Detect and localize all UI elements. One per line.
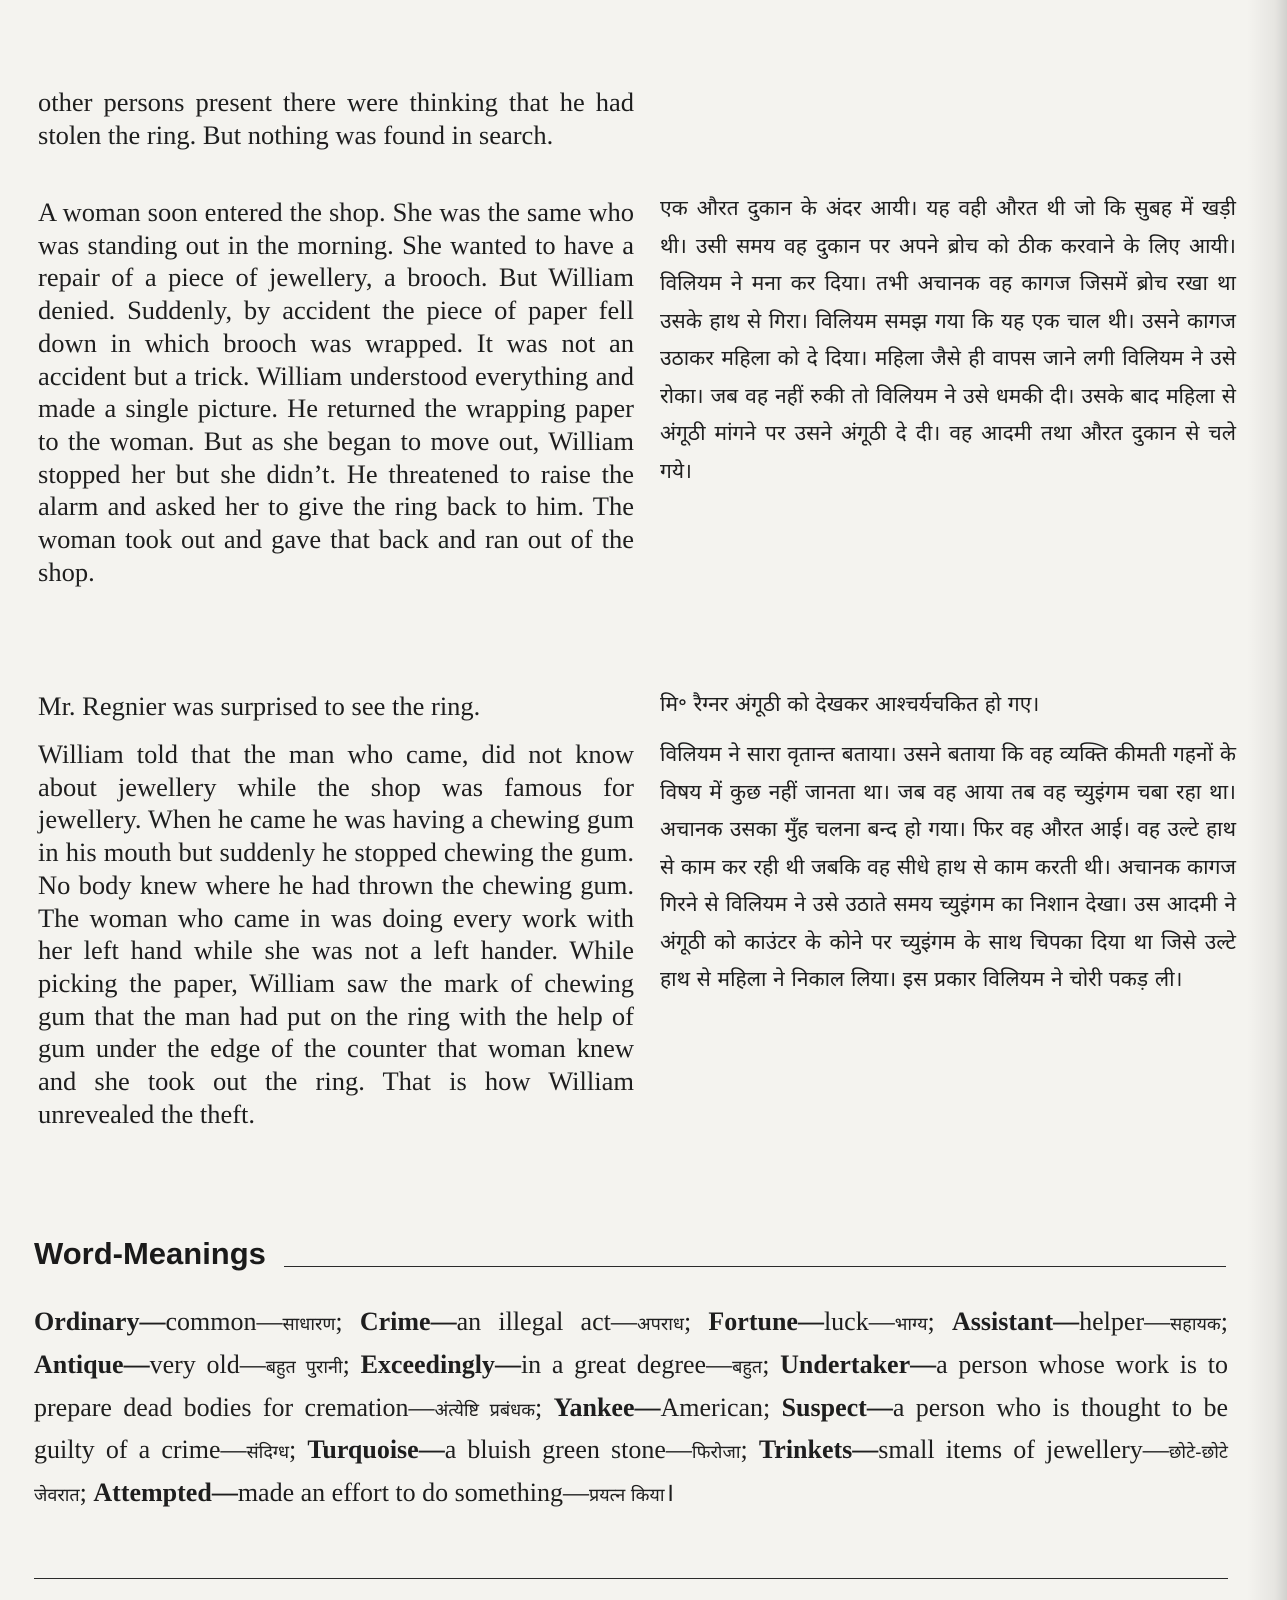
word-meaning-entry: Turquoise—a bluish green stone—फिरोजा; (307, 1435, 759, 1465)
english-paragraph: William told that the man who came, did not know about jewellery while the shop was famous for jewellery. When he came he was having a chewing gum in his mouth but suddenly he stopped chewing the gum. No body knew where he had thrown the chewing gum. The woman who came in was doing every work with her left hand while she was not a left hander. While picking the paper, William saw the mark of chewing gum that the man had put on the ring with the help of gum under the edge of the counter that woman knew and she took out the ring. That is how William unrevealed the theft. (38, 739, 634, 1129)
word-meaning-entry: Trinkets—small items of jewellery—छोटे-छोटे जेवरात; (34, 1435, 1228, 1508)
word-meaning-entry: Antique—very old—बहुत पुरानी; (34, 1349, 361, 1379)
entry-hindi: संदिग्ध (246, 1442, 290, 1464)
entry-hindi: बहुत पुरानी (265, 1356, 343, 1378)
entry-meaning: an illegal act (456, 1307, 611, 1336)
entry-word: Undertaker (780, 1349, 911, 1379)
hindi-paragraph: मि॰ रैग्नर अंगूठी को देखकर आश्चर्यचकित हो गए। (660, 692, 1040, 716)
entry-hindi: प्रयत्न किया (588, 1485, 665, 1507)
entry-meaning: a person whose work is to prepare dead bodies for cremation (34, 1349, 1228, 1422)
english-paragraph: other persons present there were thinking that he had stolen the ring. But nothing was found in search. (38, 87, 634, 150)
entry-meaning: common (165, 1307, 257, 1336)
word-meaning-entry: Suspect—a person who is thought to be guilty of a crime—संदिग्ध; (34, 1392, 1228, 1465)
entry-word: Suspect (781, 1392, 867, 1422)
entry-word: Yankee (553, 1392, 635, 1422)
word-meaning-entry: Undertaker—a person whose work is to prepare dead bodies for cremation—अंत्येष्टि प्रबंधक; (34, 1349, 1228, 1422)
entry-hindi: छोटे-छोटे जेवरात (34, 1442, 1228, 1507)
entry-meaning: a person who is thought to be guilty of a crime (34, 1392, 1228, 1465)
bottom-divider (34, 1578, 1228, 1579)
entry-word: Fortune (708, 1307, 798, 1336)
entry-word: Turquoise (307, 1435, 419, 1465)
entry-hindi: बहुत (732, 1356, 763, 1378)
word-meaning-entry: Assistant—helper—सहायक; (952, 1307, 1228, 1336)
word-meaning-entry: Fortune—luck—भाग्य; (708, 1307, 952, 1336)
entry-hindi: अपराध (636, 1314, 684, 1335)
entry-meaning: very old (149, 1349, 240, 1379)
entry-word: Trinkets (758, 1435, 853, 1465)
word-meaning-entry: Ordinary—common—साधारण; (34, 1307, 360, 1336)
word-meaning-entry: Attempted—made an effort to do something—प्रयत्न किया। (93, 1478, 675, 1508)
entry-meaning: American (660, 1392, 764, 1422)
entry-hindi: अंत्येष्टि प्रबंधक (434, 1399, 536, 1421)
entry-word: Attempted (93, 1478, 212, 1508)
heading-underline (284, 1266, 1226, 1267)
word-meanings-list (34, 1302, 1228, 1516)
entry-word: Crime (359, 1307, 431, 1336)
entry-word: Assistant (952, 1307, 1054, 1336)
hindi-paragraph: विलियम ने सारा वृतान्त बताया। उसने बताया कि वह व्यक्ति कीमती गहनों के विषय में कुछ नहीं जानता था। जब वह आया तब वह च्युइंगम चबा रहा था। अचानक उसका मुँह चलना बन्द हो गया। फिर वह औरत आई। वह उल्टे हाथ से काम कर रही थी जबकि वह सीधे हाथ से काम करती थी। अचानक कागज गिरने से विलियम ने उसे उठाते समय च्युइंगम का निशान देखा। उस आदमी ने अंगूठी को काउंटर के कोने पर च्युइंगम के साथ चिपका दिया था जिसे उल्टे हाथ से महिला ने निकाल लिया। इस प्रकार विलियम ने चोरी पकड़ ली। (660, 742, 1236, 991)
english-paragraph: A woman soon entered the shop. She was the same who was standing out in the morning. She wanted to have a repair of a piece of jewellery, a brooch. But William denied. Suddenly, by accident the piece of paper fell down in which brooch was wrapped. It was not an accident but a trick. William understood everything and made a single picture. He returned the wrapping paper to the woman. But as she began to move out, William stopped her but she didn’t. He threatened to raise the alarm and asked her to give the ring back to him. The woman took out and gave that back and ran out of the shop. (38, 197, 634, 587)
hindi-paragraph: एक औरत दुकान के अंदर आयी। यह वही औरत थी जो कि सुबह में खड़ी थी। उसी समय वह दुकान पर अपने ब्रोच को ठीक करवाने के लिए आयी। विलियम ने मना कर दिया। तभी अचानक वह कागज जिसमें ब्रोच रखा था उसके हाथ से गिरा। विलियम समझ गया कि यह एक चाल थी। उसने कागज उठाकर महिला को दे दिया। महिला जैसे ही वापस जाने लगी विलियम ने उसे रोका। जब वह नहीं रुकी तो विलियम ने उसे धमकी दी। उसके बाद महिला से अंगूठी मांगने पर उसने अंगूठी दे दी। वह आदमी तथा औरत दुकान से चले गये। (660, 196, 1236, 483)
word-meaning-entry: Crime—an illegal act—अपराध; (359, 1307, 709, 1336)
word-meaning-entry: Yankee—American; (553, 1392, 782, 1422)
word-meaning-entry: Exceedingly—in a great degree—बहुत; (360, 1349, 781, 1379)
entry-meaning: in a great degree (520, 1349, 707, 1379)
entry-word: Exceedingly (360, 1349, 495, 1379)
entry-hindi: फिरोजा (691, 1442, 741, 1464)
entry-meaning: a bluish green stone (444, 1435, 666, 1465)
entry-word: Ordinary (34, 1307, 140, 1336)
entry-meaning: made an effort to do something (237, 1478, 563, 1508)
entry-hindi: सहायक (1170, 1314, 1221, 1335)
entry-hindi: साधारण (282, 1314, 336, 1335)
entry-word: Antique (34, 1349, 124, 1379)
english-paragraph: Mr. Regnier was surprised to see the ring. (38, 691, 481, 721)
entry-meaning: small items of jewellery (878, 1435, 1143, 1465)
word-meanings-title: Word-Meanings (34, 1236, 266, 1271)
entry-meaning: luck (823, 1307, 869, 1336)
entry-meaning: helper (1079, 1307, 1145, 1336)
word-meanings-header (34, 1232, 1234, 1276)
page-edge-shadow (1247, 0, 1287, 1600)
entry-hindi: भाग्य (894, 1314, 928, 1335)
